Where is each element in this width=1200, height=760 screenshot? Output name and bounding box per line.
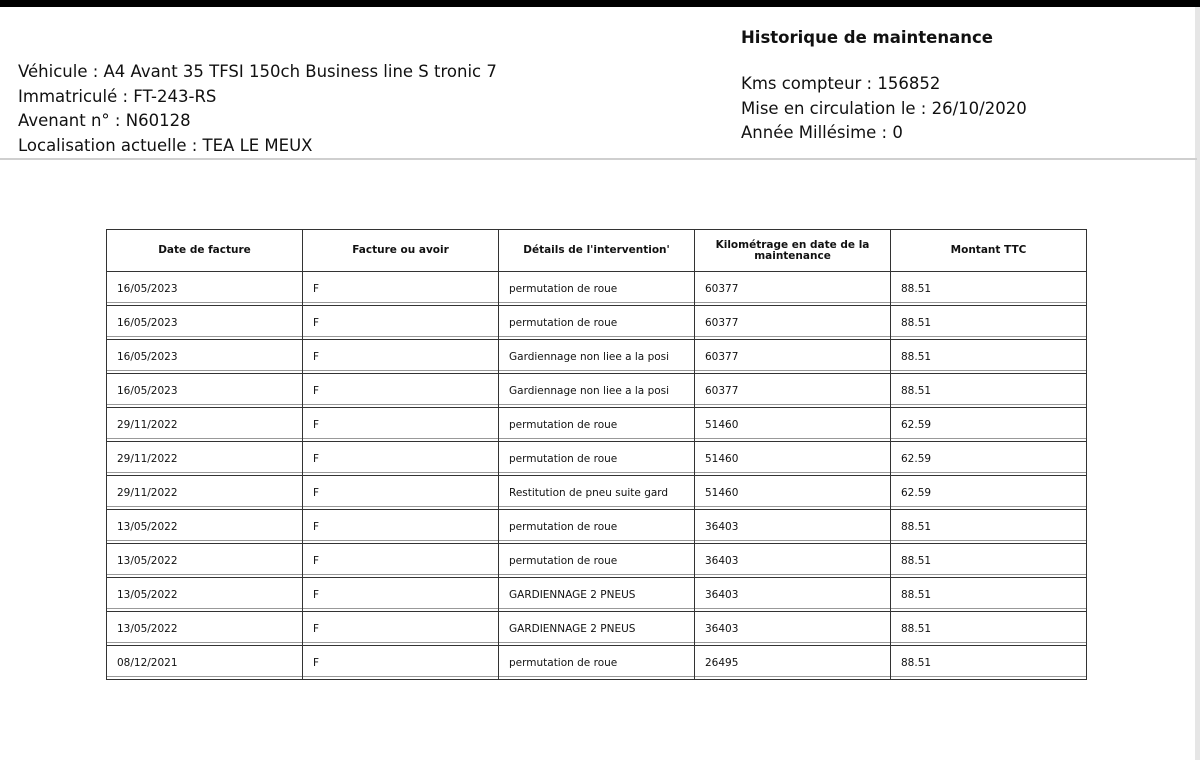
table-row xyxy=(107,646,1087,680)
vehicle-amendment: Avenant n° : N60128 xyxy=(18,111,191,130)
cell-invoice-type: F xyxy=(303,578,499,612)
cell-invoice-type: F xyxy=(303,272,499,306)
cell-mileage: 36403 xyxy=(695,510,891,544)
cell-invoice-type: F xyxy=(303,408,499,442)
table-row xyxy=(107,578,1087,612)
header-intervention-details: Détails de l'intervention' xyxy=(499,230,695,272)
cell-mileage: 36403 xyxy=(695,612,891,646)
cell-invoice-type: F xyxy=(303,374,499,408)
table-row xyxy=(107,374,1087,408)
cell-amount: 62.59 xyxy=(891,408,1087,442)
table-row xyxy=(107,510,1087,544)
vehicle-info xyxy=(18,60,497,158)
header-mileage: Kilométrage en date de la maintenance xyxy=(695,230,891,272)
cell-intervention-details: permutation de roue xyxy=(499,544,695,578)
cell-invoice-type: F xyxy=(303,646,499,680)
cell-invoice-date: 16/05/2023 xyxy=(107,374,303,408)
table-row xyxy=(107,340,1087,374)
page-title: Historique de maintenance xyxy=(741,28,993,47)
maintenance-table xyxy=(106,229,1087,680)
table-row xyxy=(107,476,1087,510)
cell-intervention-details: Restitution de pneu suite gard xyxy=(499,476,695,510)
cell-invoice-type: F xyxy=(303,544,499,578)
maintenance-summary xyxy=(741,72,1027,146)
vehicle-model: Véhicule : A4 Avant 35 TFSI 150ch Business line S tronic 7 xyxy=(18,62,497,81)
cell-intervention-details: permutation de roue xyxy=(499,408,695,442)
cell-amount: 88.51 xyxy=(891,544,1087,578)
cell-amount: 88.51 xyxy=(891,578,1087,612)
cell-invoice-date: 13/05/2022 xyxy=(107,612,303,646)
cell-intervention-details: permutation de roue xyxy=(499,442,695,476)
cell-amount: 88.51 xyxy=(891,306,1087,340)
cell-invoice-type: F xyxy=(303,340,499,374)
model-year: Année Millésime : 0 xyxy=(741,123,903,142)
cell-invoice-type: F xyxy=(303,476,499,510)
table-row xyxy=(107,306,1087,340)
cell-mileage: 60377 xyxy=(695,374,891,408)
cell-invoice-type: F xyxy=(303,442,499,476)
cell-invoice-date: 16/05/2023 xyxy=(107,306,303,340)
cell-invoice-date: 13/05/2022 xyxy=(107,510,303,544)
cell-amount: 88.51 xyxy=(891,646,1087,680)
cell-mileage: 51460 xyxy=(695,476,891,510)
table-row xyxy=(107,442,1087,476)
cell-amount: 88.51 xyxy=(891,612,1087,646)
cell-amount: 62.59 xyxy=(891,442,1087,476)
cell-mileage: 51460 xyxy=(695,408,891,442)
cell-invoice-type: F xyxy=(303,510,499,544)
cell-intervention-details: Gardiennage non liee a la posi xyxy=(499,374,695,408)
cell-amount: 88.51 xyxy=(891,374,1087,408)
vehicle-registration: Immatriculé : FT-243-RS xyxy=(18,86,217,106)
table-row xyxy=(107,408,1087,442)
cell-mileage: 26495 xyxy=(695,646,891,680)
table-row xyxy=(107,612,1087,646)
vehicle-location: Localisation actuelle : TEA LE MEUX xyxy=(18,135,313,155)
cell-invoice-date: 29/11/2022 xyxy=(107,442,303,476)
first-registration: Mise en circulation le : 26/10/2020 xyxy=(741,98,1027,118)
cell-amount: 88.51 xyxy=(891,340,1087,374)
table-header-row xyxy=(107,230,1087,272)
cell-intervention-details: permutation de roue xyxy=(499,646,695,680)
cell-mileage: 60377 xyxy=(695,306,891,340)
table-row xyxy=(107,544,1087,578)
header-invoice-type: Facture ou avoir xyxy=(303,230,499,272)
cell-intervention-details: permutation de roue xyxy=(499,272,695,306)
header-invoice-date: Date de facture xyxy=(107,230,303,272)
cell-invoice-type: F xyxy=(303,612,499,646)
cell-amount: 88.51 xyxy=(891,272,1087,306)
cell-invoice-date: 16/05/2023 xyxy=(107,340,303,374)
cell-amount: 88.51 xyxy=(891,510,1087,544)
cell-invoice-date: 13/05/2022 xyxy=(107,578,303,612)
page-edge xyxy=(1195,7,1200,760)
cell-mileage: 36403 xyxy=(695,544,891,578)
cell-invoice-date: 13/05/2022 xyxy=(107,544,303,578)
cell-intervention-details: GARDIENNAGE 2 PNEUS xyxy=(499,612,695,646)
cell-intervention-details: Gardiennage non liee a la posi xyxy=(499,340,695,374)
cell-intervention-details: permutation de roue xyxy=(499,306,695,340)
cell-invoice-date: 16/05/2023 xyxy=(107,272,303,306)
odometer: Kms compteur : 156852 xyxy=(741,74,941,93)
cell-mileage: 51460 xyxy=(695,442,891,476)
cell-intervention-details: permutation de roue xyxy=(499,510,695,544)
top-border xyxy=(0,0,1200,7)
table-body xyxy=(107,272,1087,680)
cell-invoice-date: 29/11/2022 xyxy=(107,408,303,442)
table-row xyxy=(107,272,1087,306)
cell-mileage: 60377 xyxy=(695,272,891,306)
cell-mileage: 36403 xyxy=(695,578,891,612)
cell-intervention-details: GARDIENNAGE 2 PNEUS xyxy=(499,578,695,612)
cell-invoice-type: F xyxy=(303,306,499,340)
maintenance-table-container xyxy=(106,229,1087,680)
header-divider xyxy=(0,158,1197,160)
header-amount: Montant TTC xyxy=(891,230,1087,272)
cell-mileage: 60377 xyxy=(695,340,891,374)
cell-invoice-date: 08/12/2021 xyxy=(107,646,303,680)
cell-amount: 62.59 xyxy=(891,476,1087,510)
cell-invoice-date: 29/11/2022 xyxy=(107,476,303,510)
